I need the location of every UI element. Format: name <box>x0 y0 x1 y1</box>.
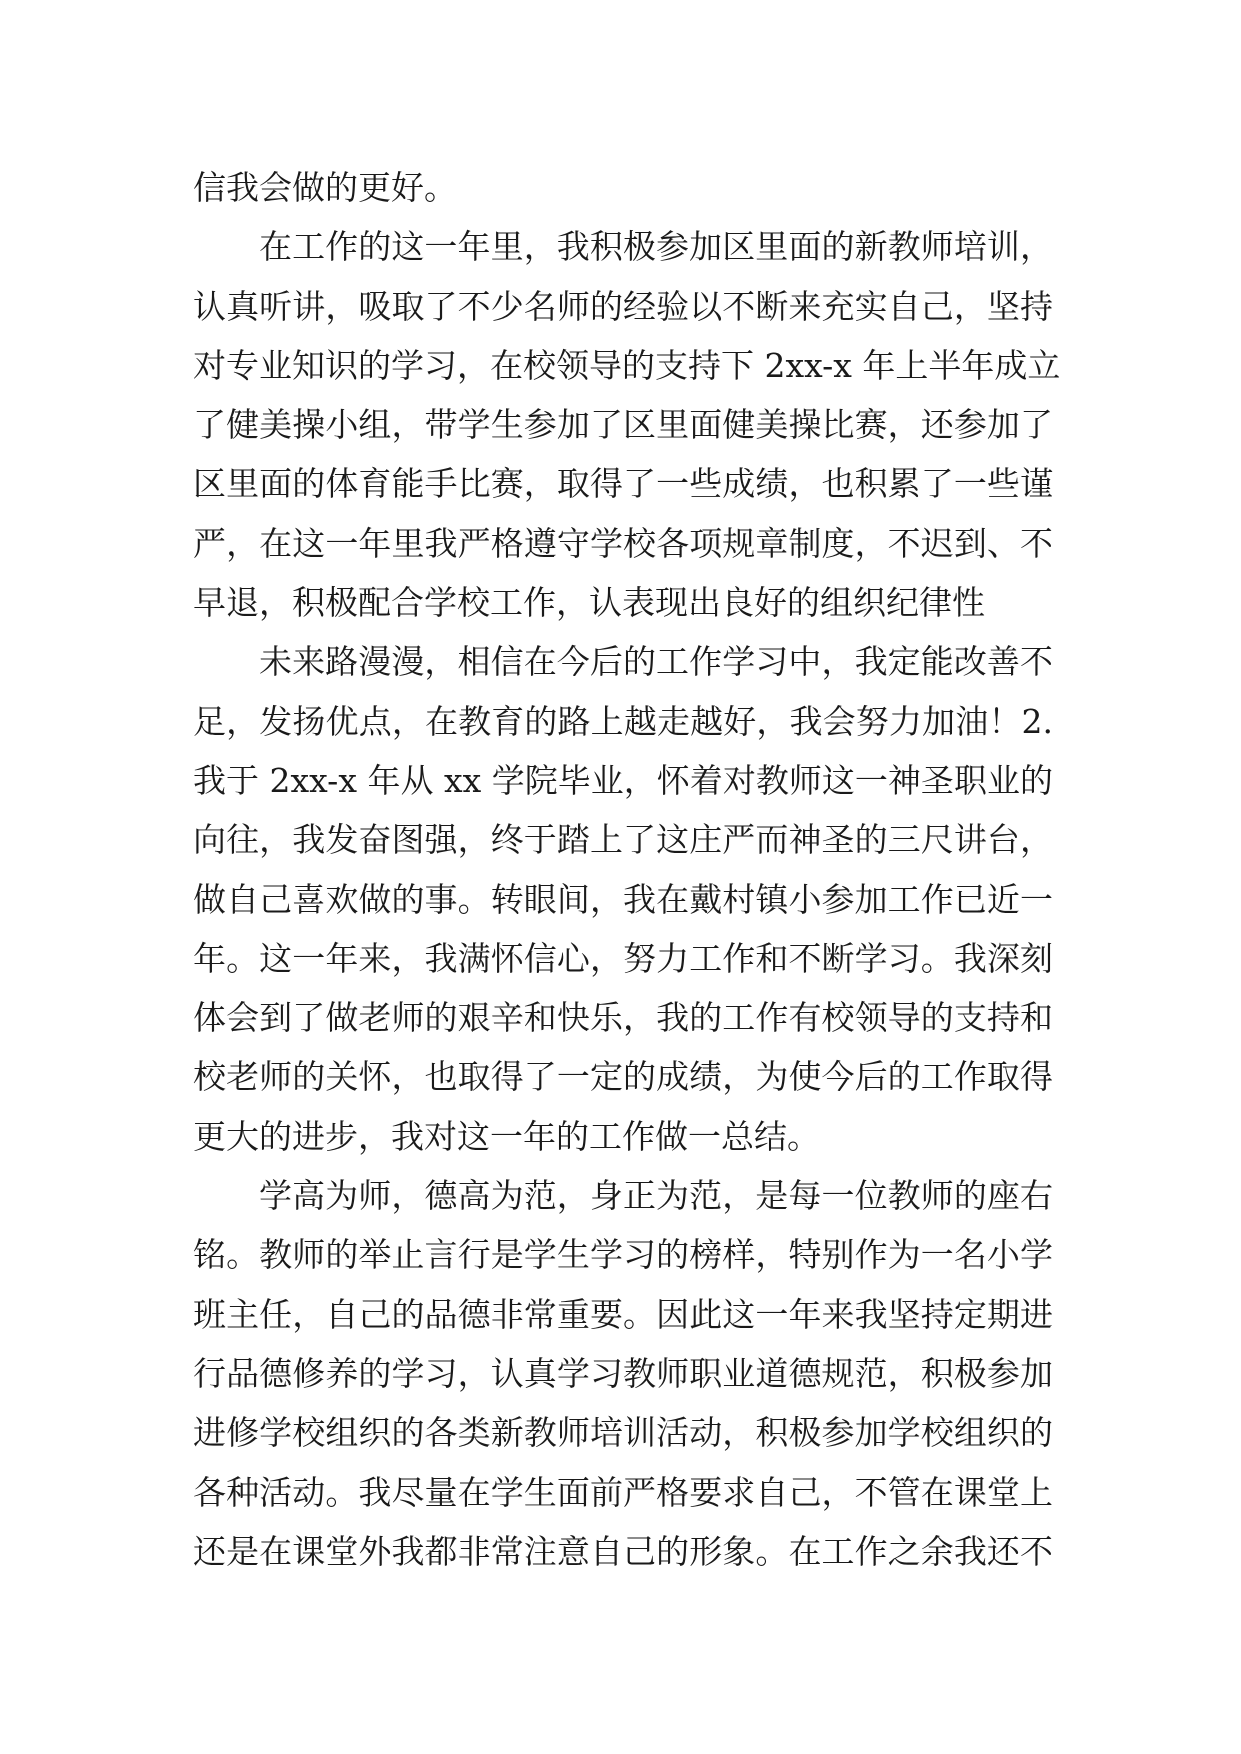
text-line: 足，发扬优点，在教育的路上越走越好，我会努力加油！2. <box>193 701 1053 741</box>
text-line: 各种活动。我尽量在学生面前严格要求自己，不管在课堂上 <box>193 1472 1053 1512</box>
text-line: 做自己喜欢做的事。转眼间，我在戴村镇小参加工作已近一 <box>193 879 1053 919</box>
text-line: 向往，我发奋图强，终于踏上了这庄严而神圣的三尺讲台， <box>193 820 1053 860</box>
text-line: 在工作的这一年里，我积极参加区里面的新教师培训， <box>259 227 1053 267</box>
text-line: 早退，积极配合学校工作，认表现出良好的组织纪律性 <box>193 583 985 623</box>
text-line: 了健美操小组，带学生参加了区里面健美操比赛，还参加了 <box>193 405 1053 445</box>
text-line: 对专业知识的学习，在校领导的支持下 2xx-x 年上半年成立 <box>193 345 1061 385</box>
text-line: 学高为师，德高为范，身正为范，是每一位教师的座右 <box>259 1176 1053 1216</box>
text-line: 体会到了做老师的艰辛和快乐，我的工作有校领导的支持和 <box>193 998 1053 1038</box>
text-line: 铭。教师的举止言行是学生学习的榜样，特别作为一名小学 <box>193 1235 1053 1275</box>
text-line: 认真听讲，吸取了不少名师的经验以不断来充实自己，坚持 <box>193 286 1053 326</box>
text-line: 行品德修养的学习，认真学习教师职业道德规范，积极参加 <box>193 1353 1053 1393</box>
text-line: 未来路漫漫，相信在今后的工作学习中，我定能改善不 <box>259 642 1053 682</box>
text-line: 进修学校组织的各类新教师培训活动，积极参加学校组织的 <box>193 1413 1053 1453</box>
text-line: 校老师的关怀，也取得了一定的成绩，为使今后的工作取得 <box>193 1057 1053 1097</box>
document-body <box>193 158 1061 1581</box>
text-line: 我于 2xx-x 年从 xx 学院毕业，怀着对教师这一神圣职业的 <box>193 760 1053 800</box>
text-line: 班主任，自己的品德非常重要。因此这一年来我坚持定期进 <box>193 1294 1053 1334</box>
text-line: 严，在这一年里我严格遵守学校各项规章制度，不迟到、不 <box>193 523 1053 563</box>
text-line: 还是在课堂外我都非常注意自己的形象。在工作之余我还不 <box>193 1531 1053 1571</box>
text-line: 信我会做的更好。 <box>193 168 457 207</box>
text-line: 区里面的体育能手比赛，取得了一些成绩，也积累了一些谨 <box>193 464 1053 504</box>
text-line: 年。这一年来，我满怀信心，努力工作和不断学习。我深刻 <box>193 938 1053 978</box>
text-line: 更大的进步，我对这一年的工作做一总结。 <box>193 1116 820 1156</box>
